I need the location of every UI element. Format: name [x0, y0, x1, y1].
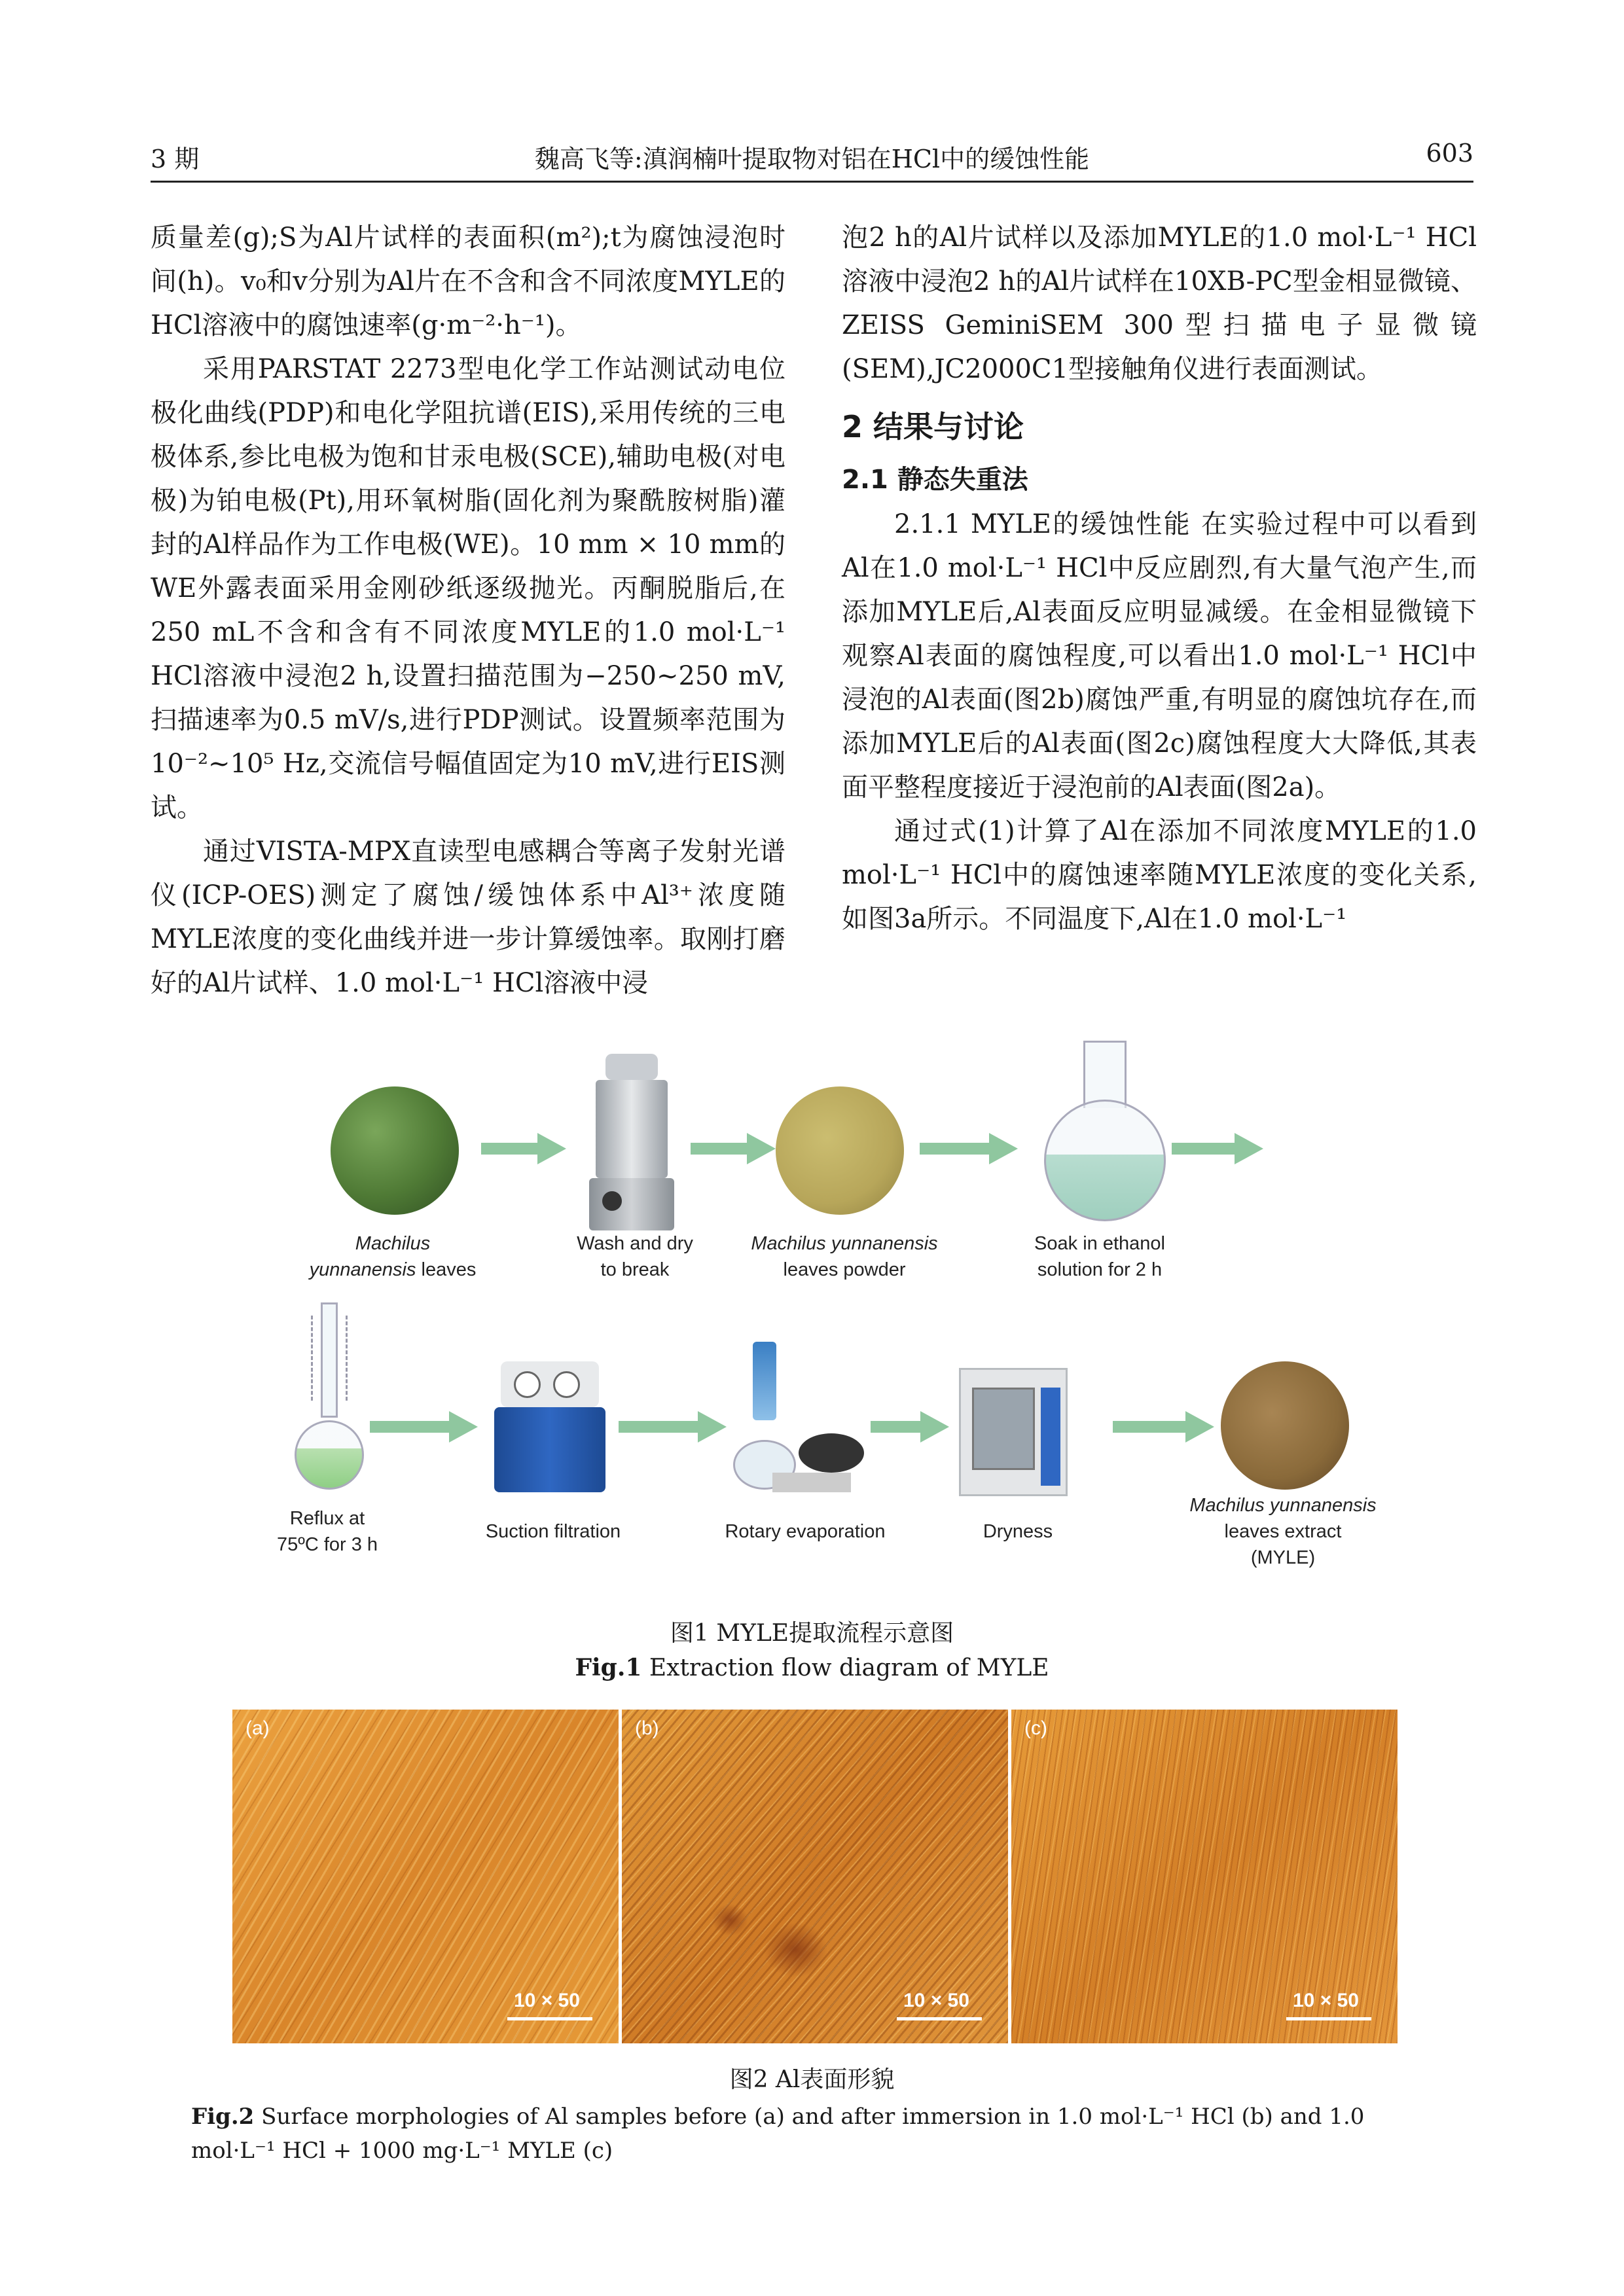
- paragraph: 泡2 h的Al片试样以及添加MYLE的1.0 mol·L⁻¹ HCl溶液中浸泡2 h的Al片试样在10XB-PC型金相显微镜、ZEISS GeminiSEM 300型扫描电子显微镜(SEM),JC2000C1型接触角仪进行表面测试。: [842, 223, 1477, 384]
- step-label-leaves: Machilus yunnanensis leaves: [309, 1233, 477, 1280]
- reflux-condenser-image: [291, 1302, 363, 1499]
- step-label-soak: Soak in ethanol solution for 2 h: [1034, 1233, 1165, 1280]
- scale-label: 10 × 50: [903, 1990, 969, 2011]
- page-number: 603: [1426, 139, 1473, 168]
- step-label-suction: Suction filtration: [485, 1521, 621, 1542]
- grinder-image: [589, 1054, 674, 1230]
- paragraph: 质量差(g);S为Al片试样的表面积(m²);t为腐蚀浸泡时间(h)。v₀和v分别为Al片在不含和含不同浓度MYLE的HCl溶液中的腐蚀速率(g·m⁻²·h⁻¹)。: [151, 223, 785, 340]
- micrograph-panel-b: [622, 1710, 1008, 2043]
- step-label-extract: Machilus yunnanensis leaves extract (MYLE): [1189, 1495, 1377, 1568]
- extract-image: [1221, 1361, 1349, 1490]
- scale-bar: [507, 2017, 592, 2020]
- step-label-wash-dry: Wash and dry to break: [577, 1233, 693, 1280]
- scale-bar: [1286, 2017, 1371, 2020]
- micrograph-panel-c: [1011, 1710, 1398, 2043]
- paragraph: 采用PARSTAT 2273型电化学工作站测试动电位极化曲线(PDP)和电化学阻抗谱(EIS),采用传统的三电极体系,参比电极为饱和甘汞电极(SCE),辅助电极(对电极)为铂电极(Pt),用环氧树脂(固化剂为聚酰胺树脂)灌封的Al样品作为工作电极(WE)。10 mm × 10 mm的WE外露表面采用金刚砂纸逐级抛光。丙酮脱脂后,在250 mL不含和含有不同浓度MYLE的1.0 mol·L⁻¹ HCl溶液中浸泡2 h,设置扫描范围为−250~250 mV,扫描速率为0.5 mV/s,进行PDP测试。设置频率范围为10⁻²~10⁵ Hz,交流信号幅值固定为10 mV,进行EIS测试。: [151, 354, 785, 823]
- suction-pump-image: [494, 1361, 605, 1492]
- panel-label: (a): [245, 1717, 270, 1739]
- issue-number: 3 期: [151, 145, 200, 173]
- step-label-powder: Machilus yunnanensis leaves powder: [751, 1233, 938, 1280]
- figure-2-caption-en: Fig.2 Surface morphologies of Al samples before (a) and after immersion in 1.0 mol·L⁻¹ HCl (b) and 1.0 mol·L⁻¹ HCl + 1000 mg·L⁻¹ MYLE (c): [191, 2104, 1365, 2164]
- figure-1-caption-cn: 图1 MYLE提取流程示意图: [670, 1620, 954, 1647]
- panel-label: (b): [635, 1717, 659, 1739]
- paragraph: 2.1.1 MYLE的缓蚀性能 在实验过程中可以看到Al在1.0 mol·L⁻¹ HCl中反应剧烈,有大量气泡产生,而添加MYLE后,Al表面反应明显减缓。在金相显微镜下观察Al表面的腐蚀程度,可以看出1.0 mol·L⁻¹ HCl中浸泡的Al表面(图2b)腐蚀严重,有明显的腐蚀坑存在,而添加MYLE后的Al表面(图2c)腐蚀程度大大降低,其表面平整程度接近于浸泡前的Al表面(图2a)。: [842, 509, 1477, 802]
- paragraph: 通过式(1)计算了Al在添加不同浓度MYLE的1.0 mol·L⁻¹ HCl中的腐蚀速率随MYLE浓度的变化关系,如图3a所示。不同温度下,Al在1.0 mol·L⁻¹: [842, 816, 1477, 934]
- figure-1-flow-diagram: [0, 1034, 1624, 1610]
- section-heading: 2 结果与讨论: [842, 409, 1024, 444]
- header-rule: [151, 181, 1473, 183]
- step-label-rotary: Rotary evaporation: [725, 1521, 886, 1542]
- subsection-heading: 2.1 静态失重法: [842, 465, 1028, 495]
- micrograph-panel-a: [232, 1710, 619, 2043]
- step-label-dryness: Dryness: [983, 1521, 1053, 1542]
- step-label-reflux: Reflux at 75ºC for 3 h: [276, 1508, 378, 1555]
- scale-label: 10 × 50: [514, 1990, 580, 2011]
- scale-bar: [897, 2017, 982, 2020]
- paragraph: 通过VISTA-MPX直读型电感耦合等离子发射光谱仪(ICP-OES)测定了腐蚀/缓蚀体系中Al³⁺浓度随MYLE浓度的变化曲线并进一步计算缓蚀率。取刚打磨好的Al片试样、1.0 mol·L⁻¹ HCl溶液中浸: [151, 836, 785, 998]
- right-column: [842, 216, 1477, 941]
- flask-image: [1038, 1041, 1168, 1230]
- scale-label: 10 × 50: [1293, 1990, 1359, 2011]
- rotary-evaporator-image: [733, 1342, 864, 1499]
- panel-label: (c): [1024, 1717, 1047, 1739]
- leaves-image: [331, 1086, 459, 1215]
- figure-2-caption-cn: 图2 Al表面形貌: [729, 2066, 895, 2093]
- figure-1-caption-en: Fig.1 Extraction flow diagram of MYLE: [575, 1654, 1049, 1681]
- left-column: [151, 216, 785, 1005]
- drying-oven-image: [959, 1368, 1064, 1492]
- running-title: 魏高飞等:滇润楠叶提取物对铝在HCl中的缓蚀性能: [534, 145, 1090, 173]
- powder-image: [776, 1086, 904, 1215]
